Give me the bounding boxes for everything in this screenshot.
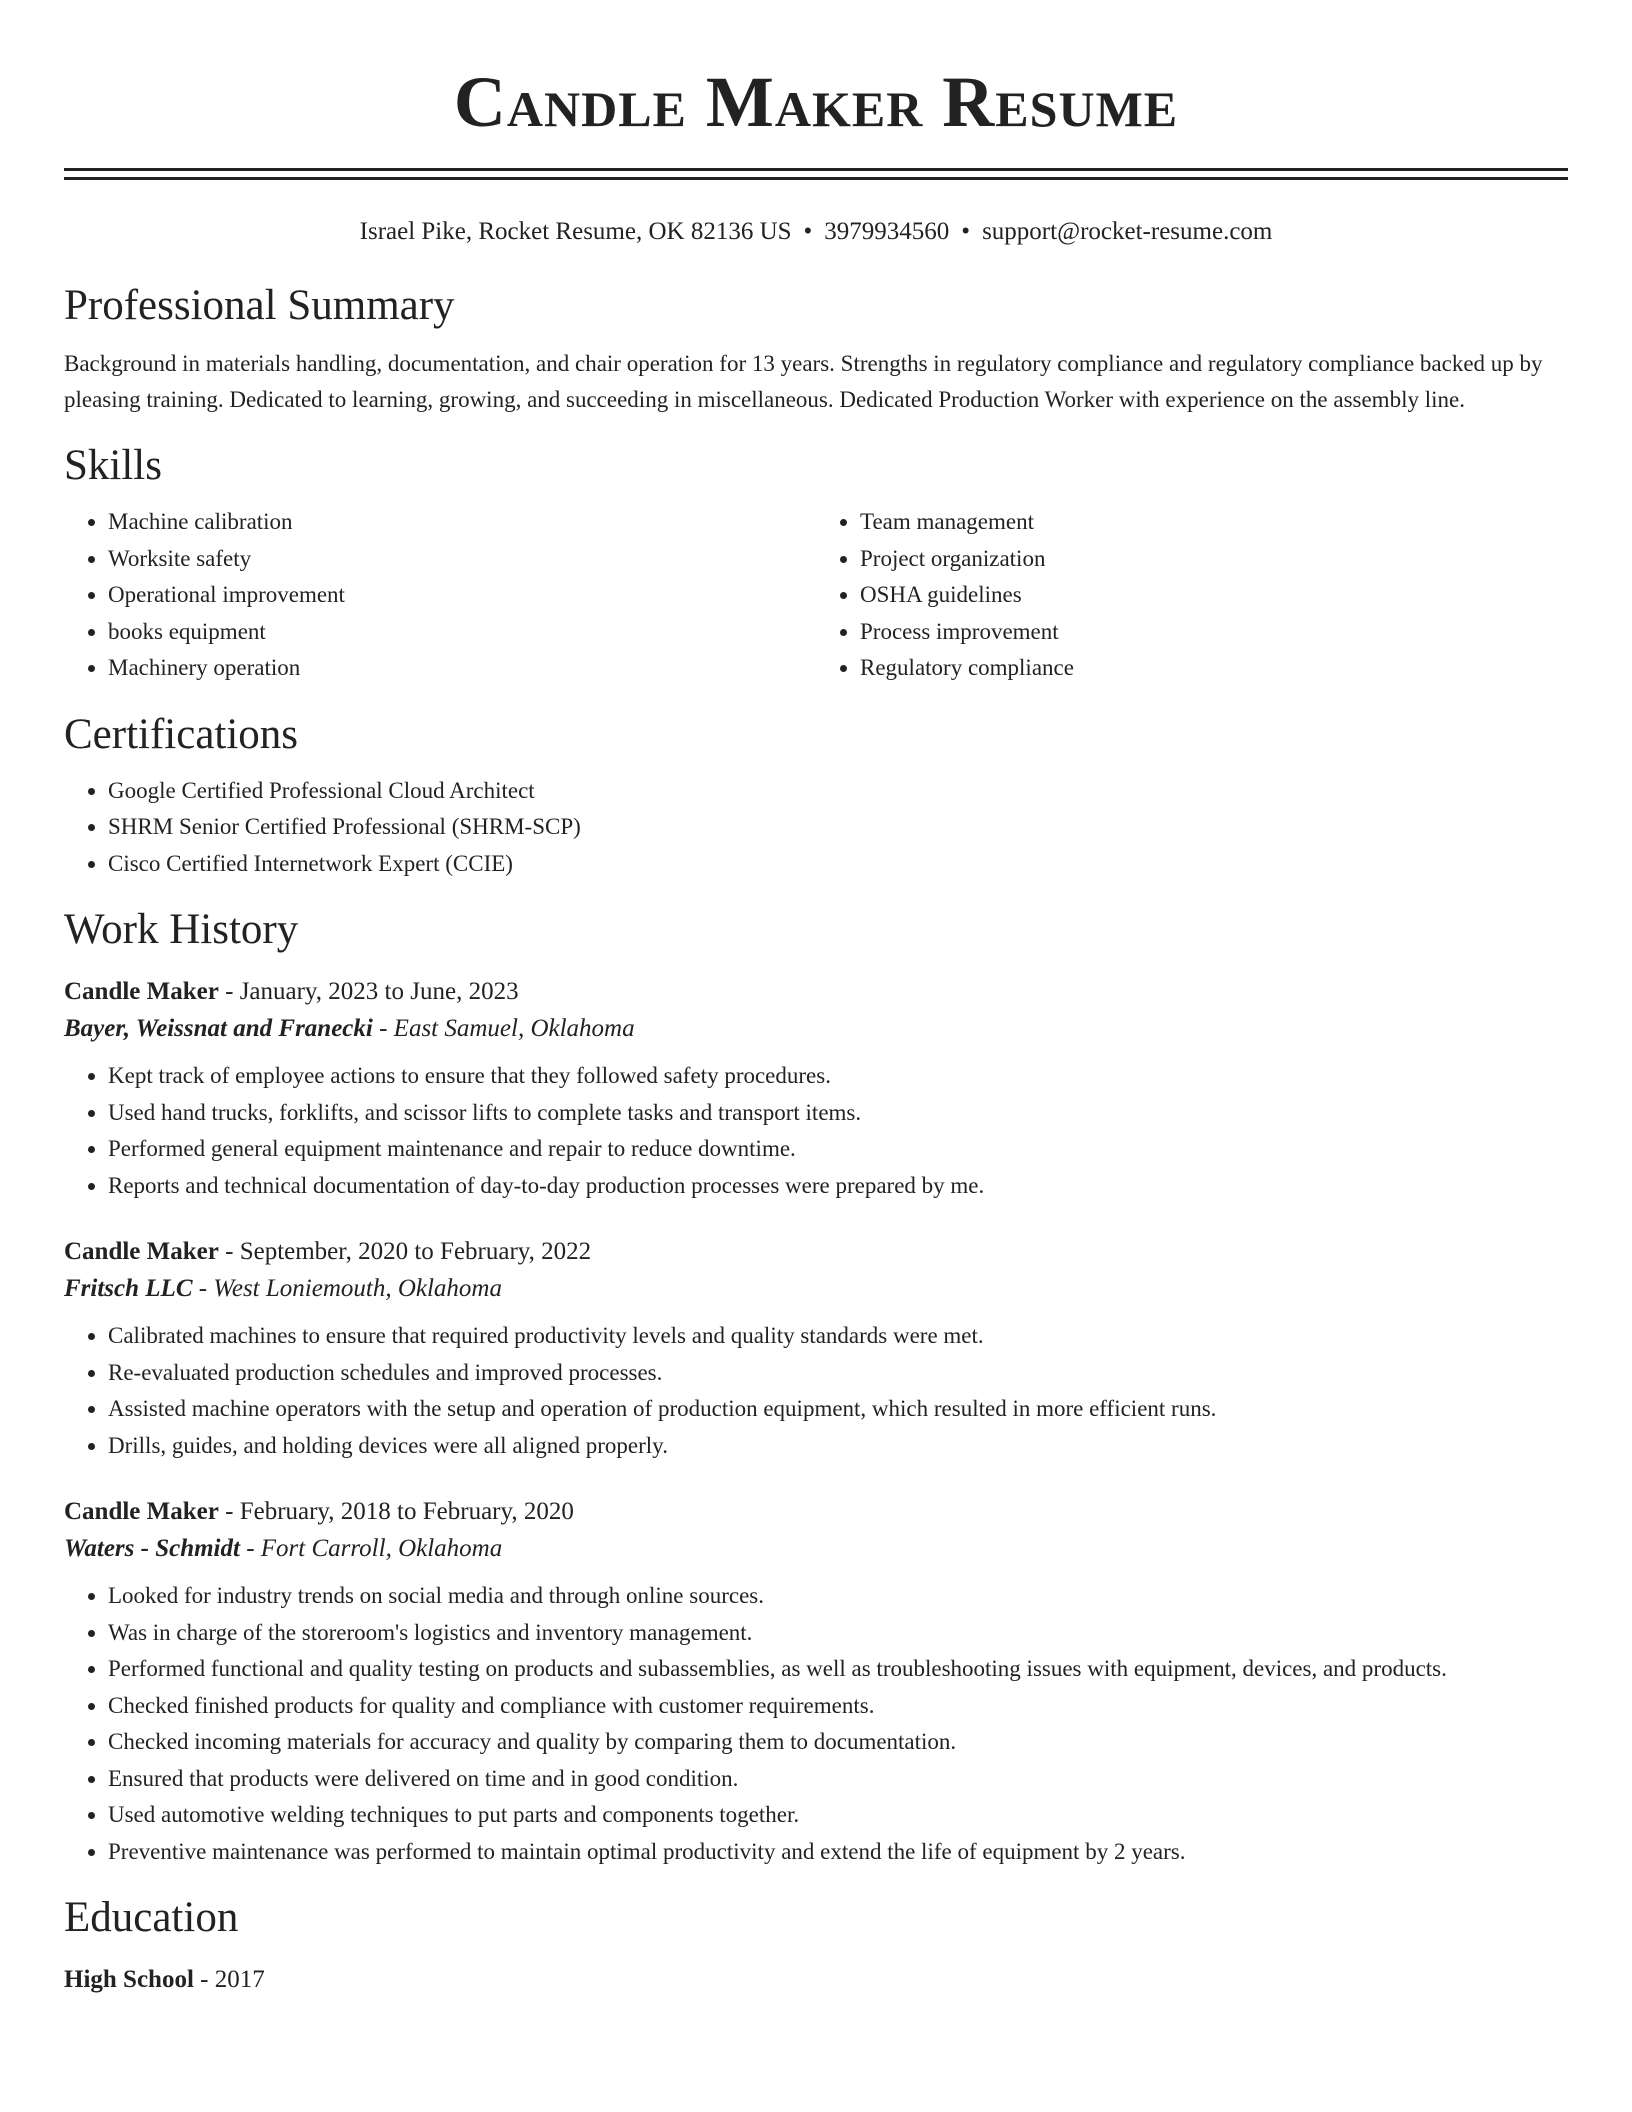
job-entry [64,1234,1568,1464]
job-bullet: • Was in charge of the storeroom's logistics and inventory management. [108,1615,1568,1652]
contact-separator: • [803,218,813,245]
skill-item: • Project organization [860,541,1568,578]
job-role: Candle Maker [64,978,219,1005]
skills-grid [64,492,1568,687]
job-entry [64,1494,1568,1870]
certifications-heading: Certifications [64,710,299,758]
job-dates: February, 2018 to February, 2020 [239,1498,574,1525]
contact-phone: 3979934560 [824,218,950,245]
certification-item: • SHRM Senior Certified Professional (SHRM-SCP) [108,809,1568,846]
job-bullet: • Checked finished products for quality and compliance with customer requirements. [108,1688,1568,1725]
summary-heading: Professional Summary [64,282,455,329]
job-company: Waters - Schmidt [64,1535,240,1562]
education-year: 2017 [214,1966,265,1993]
education-heading: Education [64,1894,239,1941]
job-bullet: • Assisted machine operators with the setup and operation of production equipment, which resulted in more efficient runs. [108,1391,1568,1428]
title-divider-bottom [64,177,1568,180]
skills-heading: Skills [64,442,162,489]
skill-item: • Process improvement [860,614,1568,651]
job-company-line: Fritsch LLC - West Loniemouth, Oklahoma [64,1275,502,1302]
contact-address: Israel Pike, Rocket Resume, OK 82136 US [359,218,792,245]
job-bullet: • Performed general equipment maintenance and repair to reduce downtime. [108,1131,1568,1168]
job-bullet: • Performed functional and quality testing on products and subassemblies, as well as troubleshooting issues with equipment, devices, and products. [108,1651,1568,1688]
job-dates: January, 2023 to June, 2023 [239,978,519,1005]
job-company: Bayer, Weissnat and Franecki [64,1015,373,1042]
job-bullets [64,1318,1568,1464]
title-divider-top [64,168,1568,171]
skill-item: • Machine calibration [108,504,816,541]
job-location: West Loniemouth, Oklahoma [213,1275,502,1302]
skill-item: • Worksite safety [108,541,816,578]
skill-item: • books equipment [108,614,816,651]
skill-item: • Machinery operation [108,650,816,687]
job-company-line: Bayer, Weissnat and Franecki - East Samuel, Oklahoma [64,1015,635,1042]
job-company: Fritsch LLC [64,1275,193,1302]
resume-title: Candle Maker Resume [453,62,1179,142]
job-bullets [64,1578,1568,1870]
contact-line [64,216,1568,248]
job-bullet: • Drills, guides, and holding devices were all aligned properly. [108,1428,1568,1465]
skill-item: • Regulatory compliance [860,650,1568,687]
job-title-line: Candle Maker - September, 2020 to February, 2022 [64,1238,592,1265]
job-bullet: • Looked for industry trends on social media and through online sources. [108,1578,1568,1615]
job-bullet: • Used hand trucks, forklifts, and scissor lifts to complete tasks and transport items. [108,1095,1568,1132]
job-bullet: • Reports and technical documentation of day-to-day production processes were prepared by me. [108,1168,1568,1205]
job-location: East Samuel, Oklahoma [393,1015,635,1042]
contact-email: support@rocket-resume.com [982,218,1273,245]
job-entry [64,974,1568,1204]
skill-item: • Operational improvement [108,577,816,614]
job-bullet: • Ensured that products were delivered on time and in good condition. [108,1761,1568,1798]
job-bullet: • Calibrated machines to ensure that required productivity levels and quality standards were met. [108,1318,1568,1355]
job-role: Candle Maker [64,1498,219,1525]
skills-list-right [816,504,1568,687]
contact-separator: • [961,218,971,245]
certifications-list [64,773,1568,883]
job-title-line: Candle Maker - January, 2023 to June, 2023 [64,978,519,1005]
work-history-heading: Work History [64,906,299,953]
job-role: Candle Maker [64,1238,219,1265]
certification-item: • Cisco Certified Internetwork Expert (CCIE) [108,846,1568,883]
skill-item: • Team management [860,504,1568,541]
job-bullet: • Preventive maintenance was performed to maintain optimal productivity and extend the life of equipment by 2 years. [108,1834,1568,1871]
job-location: Fort Carroll, Oklahoma [260,1535,503,1562]
summary-text: Background in materials handling, documentation, and chair operation for 13 years. Strengths in regulatory compliance and regulatory compliance backed up by pleasing training. Dedicated to learning, growing, and succeeding in miscellaneous. Dedicated Production Worker with experience on the assembly line. [64,351,1543,412]
job-title-line: Candle Maker - February, 2018 to February, 2020 [64,1498,574,1525]
education-degree: High School [64,1966,194,1993]
job-bullet: • Kept track of employee actions to ensure that they followed safety procedures. [108,1058,1568,1095]
job-bullet: • Re-evaluated production schedules and improved processes. [108,1355,1568,1392]
job-bullets [64,1058,1568,1204]
job-company-line: Waters - Schmidt - Fort Carroll, Oklahoma [64,1535,503,1562]
job-bullet: • Used automotive welding techniques to put parts and components together. [108,1797,1568,1834]
education-entry: High School - 2017 [64,1966,265,1993]
job-bullet: • Checked incoming materials for accuracy and quality by comparing them to documentation. [108,1724,1568,1761]
job-dates: September, 2020 to February, 2022 [239,1238,592,1265]
certification-item: • Google Certified Professional Cloud Architect [108,773,1568,810]
skills-list-left [64,504,816,687]
skill-item: • OSHA guidelines [860,577,1568,614]
